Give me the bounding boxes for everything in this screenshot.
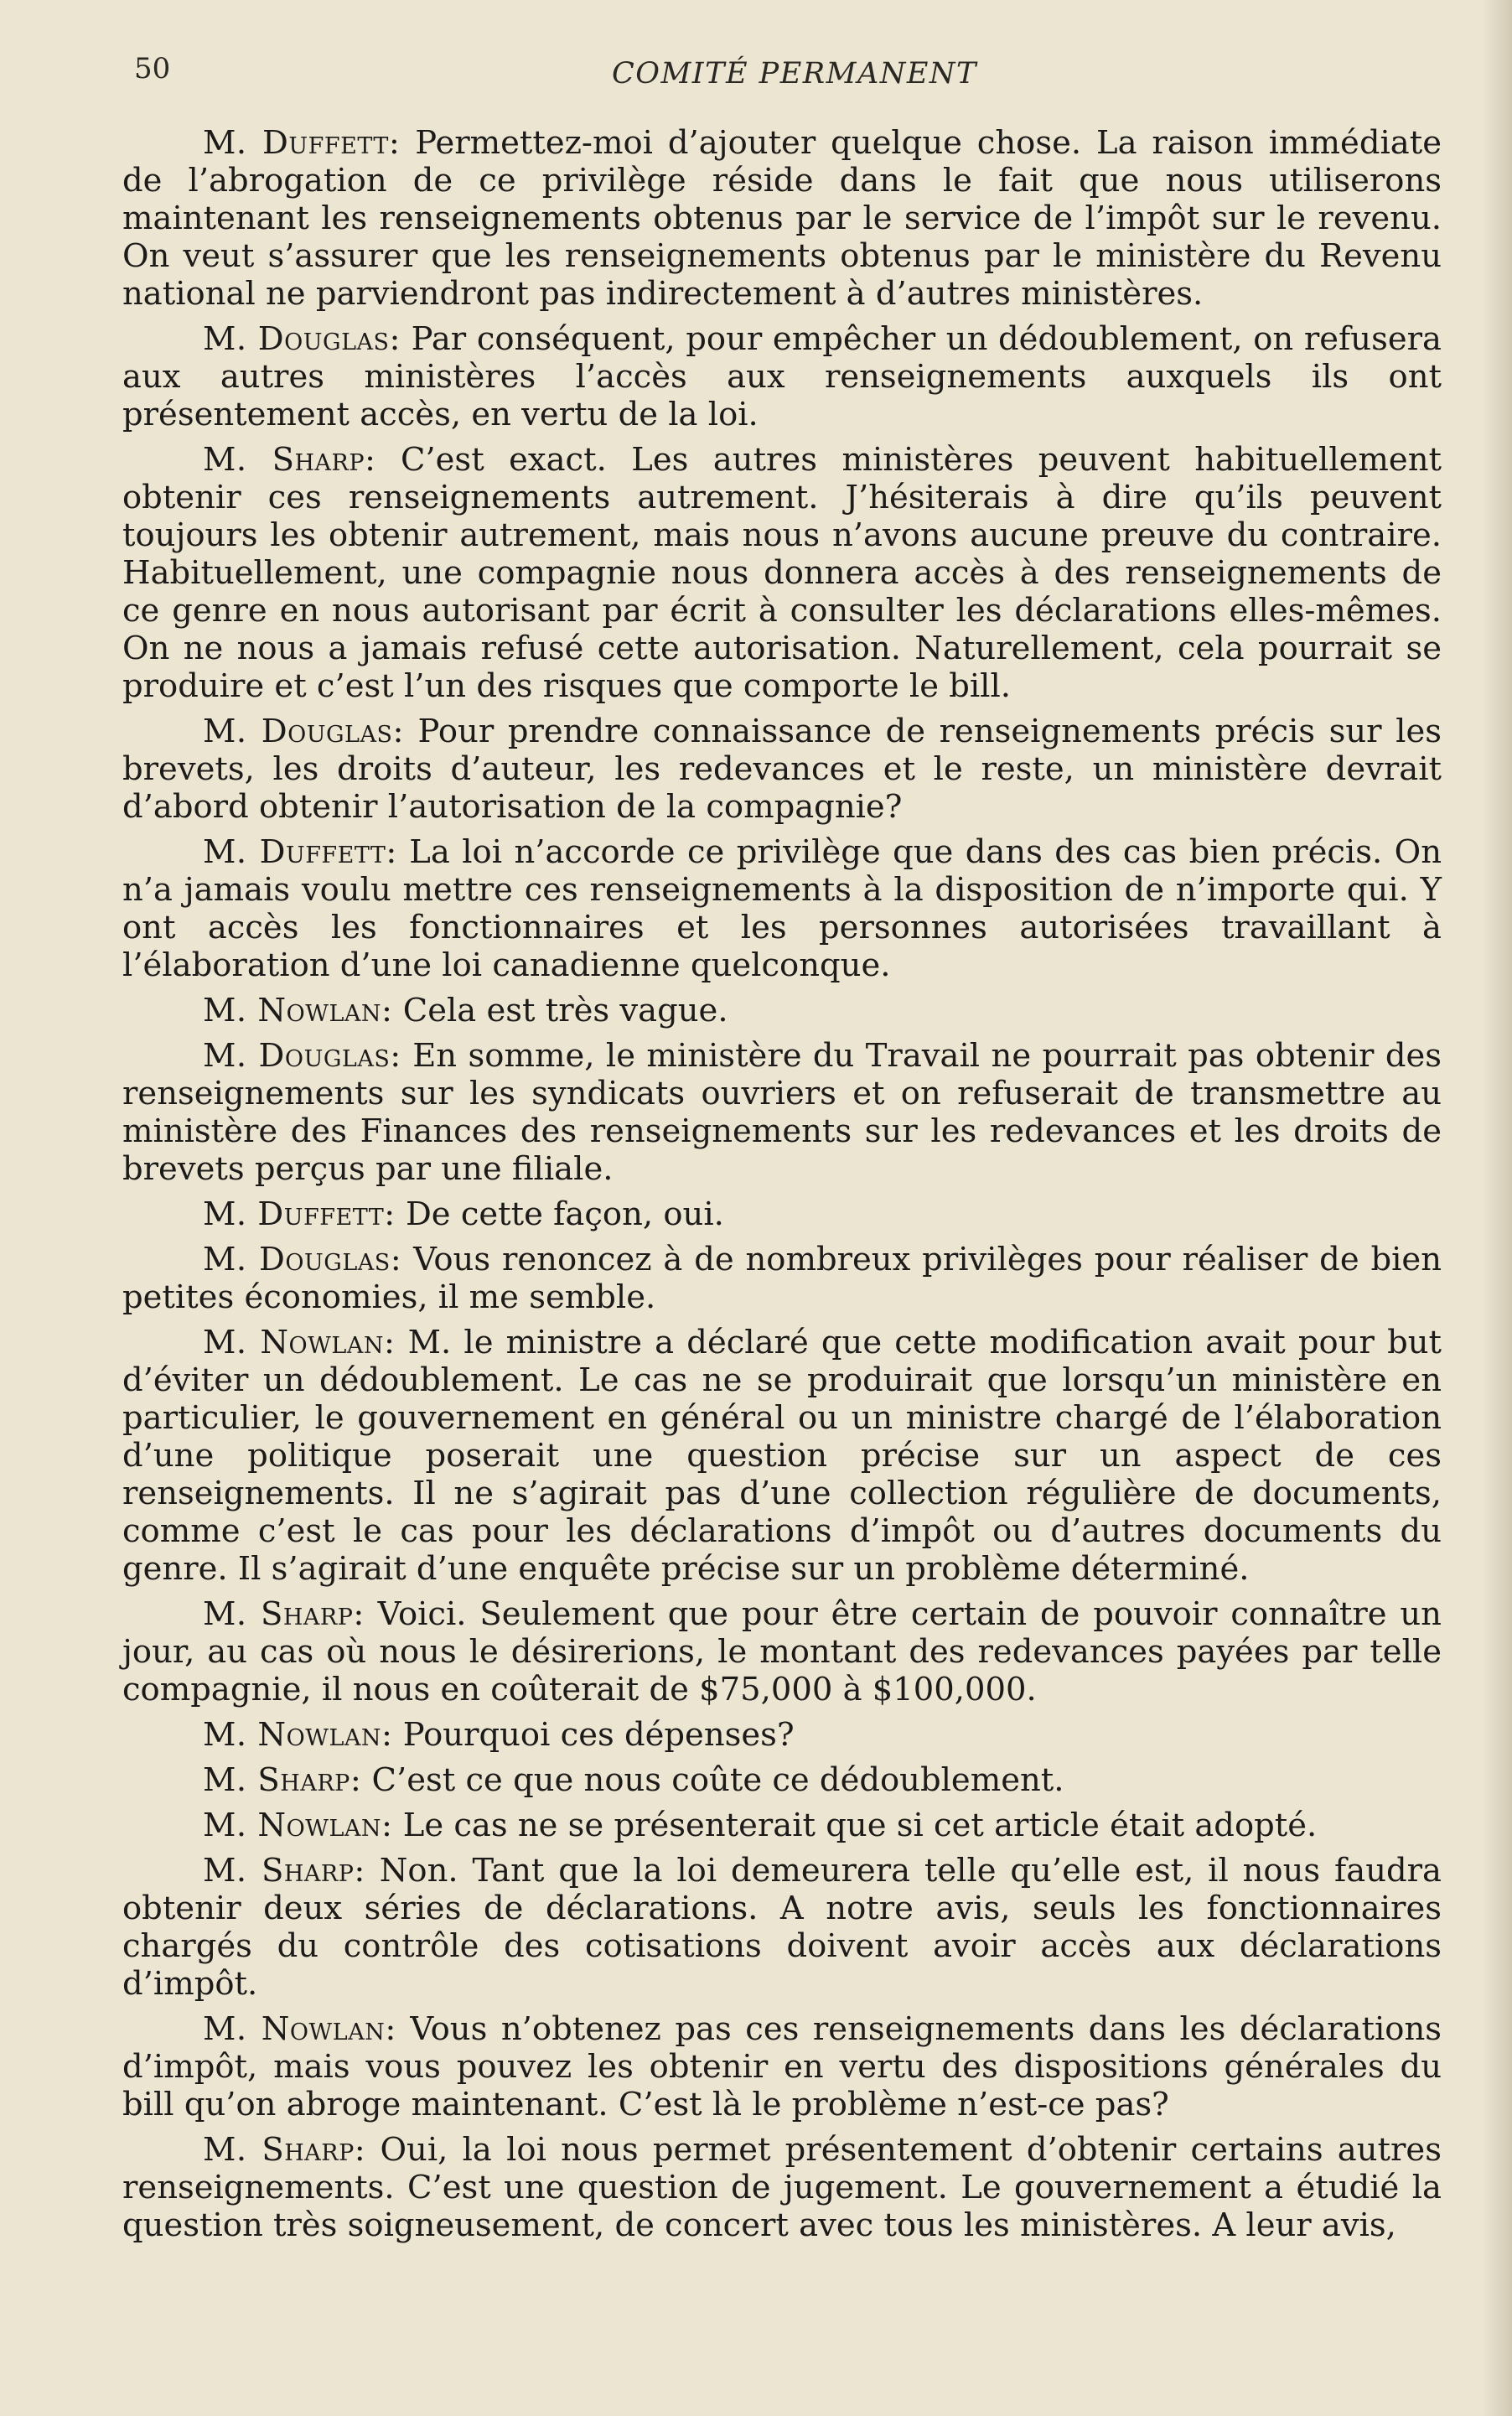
speaker-name: M. Nowlan: xyxy=(203,2010,396,2048)
paragraph-text: En somme, le ministère du Travail ne pourrait pas obtenir des renseignements sur les syndicats ouvriers et on refuserait de transmettre au ministère des Finances des renseignements sur les redevances et les droits de brevets perçus par une filiale. xyxy=(122,1037,1442,1188)
speaker-name: M. Douglas: xyxy=(203,320,401,358)
speaker-name: M. Sharp: xyxy=(203,1595,365,1633)
paragraph xyxy=(122,833,1442,984)
paragraph-text: Permettez-moi d’ajouter quelque chose. La raison immédiate de l’abrogation de ce privilège réside dans le fait que nous utiliserons maintenant les renseignements obtenus par le service de l’impôt sur le revenu. On veut s’assurer que les renseignements obtenus par le ministère du Revenu national ne parviendront pas indirectement à d’autres ministères. xyxy=(122,124,1442,313)
paragraph-text: C’est exact. Les autres ministères peuvent habituellement obtenir ces renseignements autrement. J’hésiterais à dire qu’ils peuvent toujours les obtenir autrement, mais nous n’avons aucune preuve du contraire. Habituellement, une compagnie nous donnera accès à des renseignements de ce genre en nous autorisant par écrit à consulter les déclarations elles-mêmes. On ne nous a jamais refusé cette autorisation. Naturellement, cela pourrait se produire et c’est l’un des risques que comporte le bill. xyxy=(122,441,1442,705)
paragraph xyxy=(122,1716,1442,1754)
paragraph xyxy=(122,2010,1442,2123)
speaker-name: M. Duffett: xyxy=(203,833,397,871)
paragraph-text: Voici. Seulement que pour être certain de pouvoir connaître un jour, au cas où nous le désirerions, le montant des redevances payées par telle compagnie, il nous en coûterait de $75,000 à $100,000. xyxy=(122,1595,1442,1708)
paragraph xyxy=(122,1807,1442,1844)
paragraph-text: La loi n’accorde ce privilège que dans des cas bien précis. On n’a jamais voulu mettre ces renseignements à la disposition de n’importe qui. Y ont accès les fonctionnaires et les personnes autorisées travaillant à l’élaboration d’une loi canadienne quelconque. xyxy=(122,833,1442,984)
speaker-name: M. Sharp: xyxy=(203,1761,362,1799)
paragraph xyxy=(122,2131,1442,2244)
speaker-name: M. Sharp: xyxy=(203,1852,365,1890)
paragraph xyxy=(122,1324,1442,1588)
paragraph xyxy=(122,1037,1442,1188)
speaker-name: M. Douglas: xyxy=(203,1037,401,1075)
paragraph xyxy=(122,1852,1442,2003)
paragraph xyxy=(122,1195,1442,1233)
speaker-name: M. Sharp: xyxy=(203,2131,366,2169)
paragraph-text: Le cas ne se présenterait que si cet article était adopté. xyxy=(402,1807,1318,1844)
speaker-name: M. Sharp: xyxy=(203,441,376,479)
speaker-name: M. Nowlan: xyxy=(203,1716,393,1754)
paragraph-text: Non. Tant que la loi demeurera telle qu’elle est, il nous faudra obtenir deux séries de déclarations. A notre avis, seuls les fonctionnaires chargés du contrôle des cotisations doivent avoir accès aux déclarations d’impôt. xyxy=(122,1852,1442,2003)
paragraph-text: C’est ce que nous coûte ce dédoublement. xyxy=(371,1761,1064,1799)
page-header xyxy=(134,52,1442,102)
paragraph xyxy=(122,1595,1442,1708)
page-number: 50 xyxy=(134,52,171,86)
paragraph-text: Vous renoncez à de nombreux privilèges pour réaliser de bien petites économies, il me semble. xyxy=(122,1241,1442,1316)
paragraph xyxy=(122,124,1442,313)
paragraph xyxy=(122,992,1442,1029)
speaker-name: M. Nowlan: xyxy=(203,1807,393,1844)
body-text xyxy=(122,124,1442,2252)
paragraph xyxy=(122,320,1442,433)
speaker-name: M. Nowlan: xyxy=(203,1324,396,1361)
paragraph-text: Pour prendre connaissance de renseignements précis sur les brevets, les droits d’auteur, les redevances et le reste, un ministère devrait d’abord obtenir l’autorisation de la compagnie? xyxy=(122,713,1442,826)
speaker-name: M. Duffett: xyxy=(203,124,401,162)
speaker-name: M. Nowlan: xyxy=(203,992,393,1029)
paragraph xyxy=(122,441,1442,705)
paragraph xyxy=(122,1241,1442,1316)
paragraph-text: Oui, la loi nous permet présentement d’obtenir certains autres renseignements. C’est une question de jugement. Le gouvernement a étudié la question très soigneusement, de concert avec tous les ministères. A leur avis, xyxy=(122,2131,1442,2244)
paragraph-text: De cette façon, oui. xyxy=(405,1195,724,1233)
paragraph xyxy=(122,713,1442,826)
running-title: COMITÉ PERMANENT xyxy=(612,57,977,91)
page-edge-shadow xyxy=(1482,0,1512,2416)
paragraph xyxy=(122,1761,1442,1799)
paragraph-text: M. le ministre a déclaré que cette modification avait pour but d’éviter un dédoublement. Le cas ne se produirait que lorsqu’un ministère en particulier, le gouvernement en général ou un ministre chargé de l’élaboration d’une politique poserait une question précise sur un aspect de ces renseignements. Il ne s’agirait pas d’une collection régulière de documents, comme c’est le cas pour les déclarations d’impôt ou d’autres documents du genre. Il s’agirait d’une enquête précise sur un problème déterminé. xyxy=(122,1324,1442,1588)
speaker-name: M. Duffett: xyxy=(203,1195,396,1233)
paragraph-text: Par conséquent, pour empêcher un dédoublement, on refusera aux autres ministères l’accès aux renseignements auxquels ils ont présentement accès, en vertu de la loi. xyxy=(122,320,1442,433)
paragraph-text: Vous n’obtenez pas ces renseignements dans les déclarations d’impôt, mais vous pouvez les obtenir en vertu des dispositions générales du bill qu’on abroge maintenant. C’est là le problème n’est-ce pas? xyxy=(122,2010,1442,2123)
speaker-name: M. Douglas: xyxy=(203,1241,402,1278)
speaker-name: M. Douglas: xyxy=(203,713,404,750)
paragraph-text: Pourquoi ces dépenses? xyxy=(402,1716,795,1754)
paragraph-text: Cela est très vague. xyxy=(402,992,728,1029)
